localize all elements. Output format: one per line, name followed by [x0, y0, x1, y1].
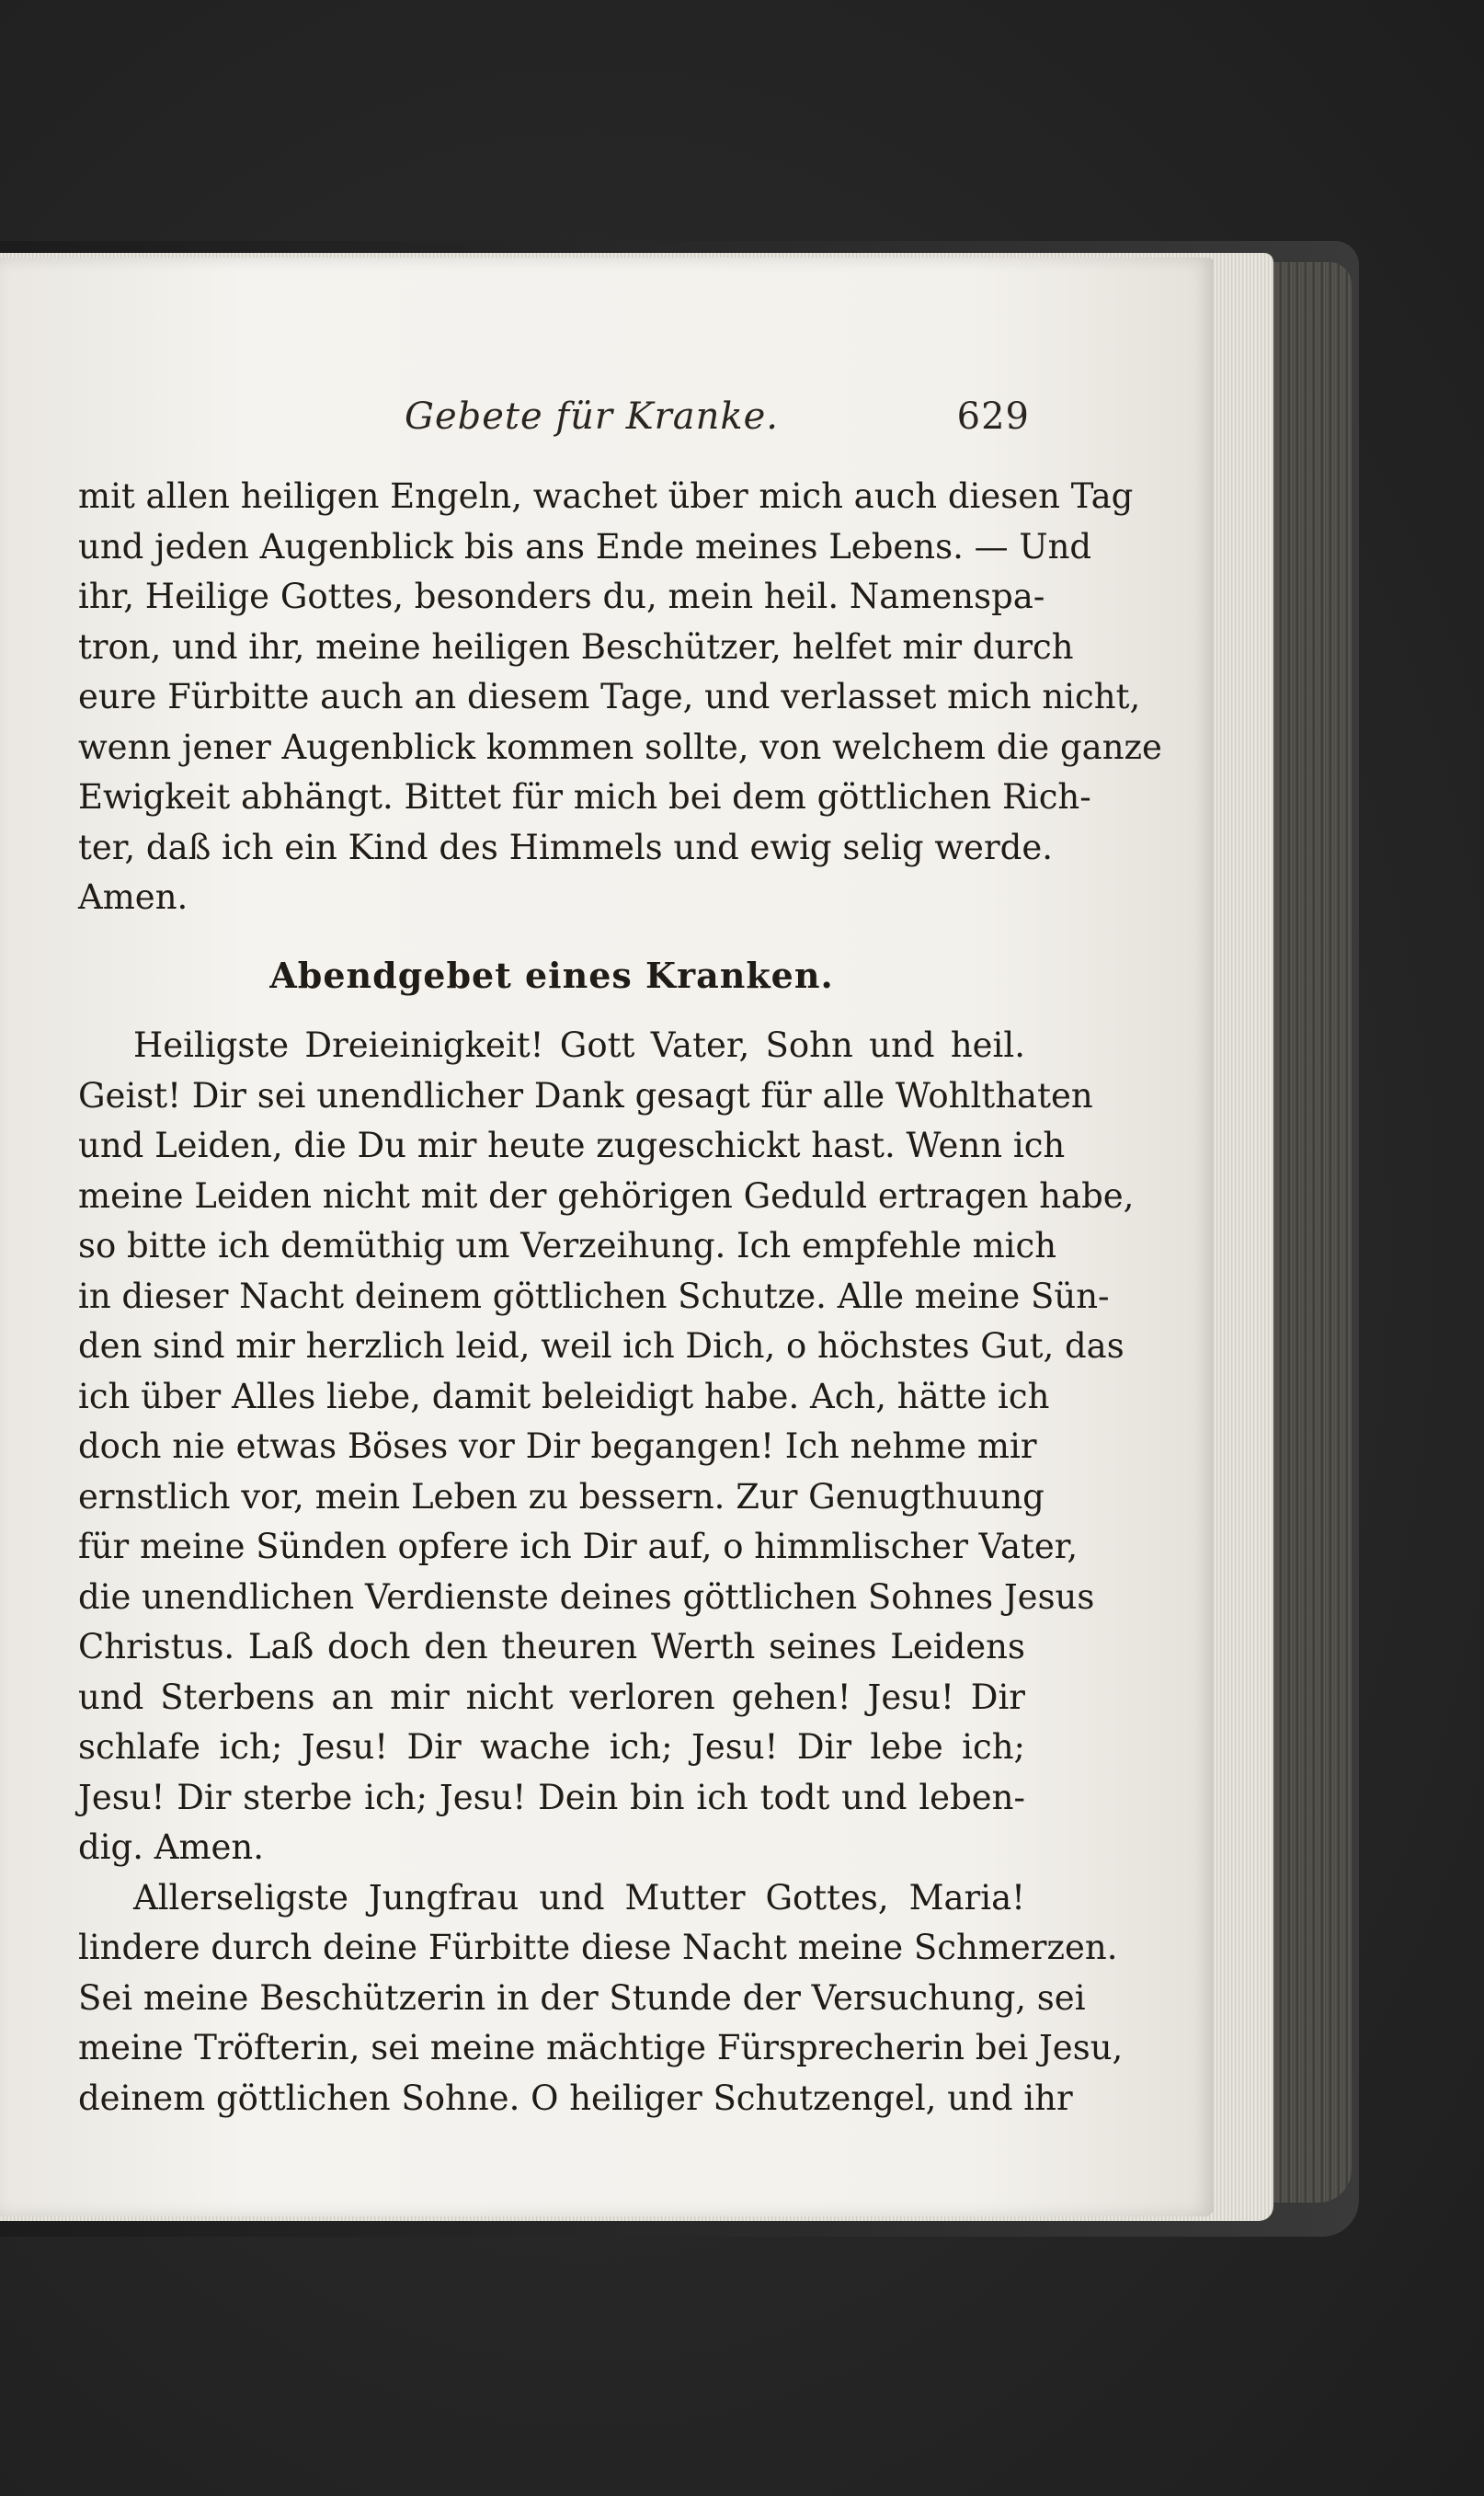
page-number: 629 [956, 395, 1030, 438]
text-line: dig. Amen. [78, 1827, 265, 1867]
text-line: ernstlich vor, mein Leben zu bessern. Zur Genugthuung [78, 1476, 1045, 1517]
text-line: mit allen heiligen Engeln, wachet über mich auch diesen Tag [78, 476, 1134, 516]
book-page [0, 258, 1214, 2216]
text-line: für meine Sünden opfere ich Dir auf, o himmlischer Vater, [78, 1527, 1079, 1566]
page-header [405, 395, 1030, 451]
paragraph-prayer [78, 1021, 1135, 1873]
text-line: Christus. Laß doch den theuren Werth seines Leidens [78, 1627, 1025, 1666]
running-head: Gebete für Kranke. [405, 395, 780, 438]
paragraph-continued [78, 472, 1162, 923]
text-line: meine Tröfterin, sei meine mächtige Fürsprecherin bei Jesu, [78, 2028, 1124, 2067]
text-line: die unendlichen Verdienste deines göttlichen Sohnes Jesus [78, 1576, 1095, 1617]
text-line: Jesu! Dir sterbe ich; Jesu! Dein bin ich todt und leben- [78, 1777, 1025, 1817]
text-line: meine Leiden nicht mit der gehörigen Geduld ertragen habe, [78, 1175, 1135, 1216]
text-line: Heiligste Dreieinigkeit! Gott Vater, Sohn und heil. [133, 1025, 1025, 1065]
text-line: und Leiden, die Du mir heute zugeschickt hast. Wenn ich [78, 1126, 1066, 1165]
text-line: Geist! Dir sei unendlicher Dank gesagt für alle Wohlthaten [78, 1075, 1093, 1116]
text-line: eure Fürbitte auch an diesem Tage, und verlasset mich nicht, [78, 677, 1141, 716]
page-text [78, 472, 1162, 2124]
text-line: schlafe ich; Jesu! Dir wache ich; Jesu! Dir lebe ich; [78, 1727, 1025, 1767]
text-line: ich über Alles liebe, damit beleidigt habe. Ach, hätte ich [78, 1376, 1050, 1416]
text-line: und Sterbens an mir nicht verloren gehen! Jesu! Dir [78, 1677, 1025, 1717]
text-line: und jeden Augenblick bis ans Ende meines Lebens. — Und [78, 526, 1092, 567]
text-line: ter, daß ich ein Kind des Himmels und ewig selig werde. [78, 827, 1053, 867]
text-line: Sei meine Beschützerin in der Stunde der Versuchung, sei [78, 1977, 1086, 2018]
section-heading: Abendgebet eines Kranken. [269, 954, 834, 996]
text-line: Allerseligste Jungfrau und Mutter Gottes, Maria! [133, 1877, 1025, 1918]
text-line: wenn jener Augenblick kommen sollte, von welchem die ganze [78, 727, 1162, 767]
text-line: ihr, Heilige Gottes, besonders du, mein heil. Namenspa- [78, 577, 1045, 616]
text-line: Ewigkeit abhängt. Bittet für mich bei dem göttlichen Rich- [78, 777, 1091, 817]
text-line: doch nie etwas Böses vor Dir begangen! Ich nehme mir [78, 1426, 1037, 1466]
text-line: tron, und ihr, meine heiligen Beschützer, helfet mir durch [78, 626, 1074, 667]
text-line: so bitte ich demüthig um Verzeihung. Ich empfehle mich [78, 1226, 1057, 1265]
text-line: den sind mir herzlich leid, weil ich Dich, o höchstes Gut, das [78, 1326, 1124, 1366]
paragraph-marian [78, 1873, 1124, 2124]
text-line: in dieser Nacht deinem göttlichen Schutze. Alle meine Sün- [78, 1276, 1110, 1316]
text-line: lindere durch deine Fürbitte diese Nacht meine Schmerzen. [78, 1928, 1118, 1967]
text-line: deinem göttlichen Sohne. O heiliger Schutzengel, und ihr [78, 2078, 1073, 2118]
text-line: Amen. [78, 877, 188, 917]
